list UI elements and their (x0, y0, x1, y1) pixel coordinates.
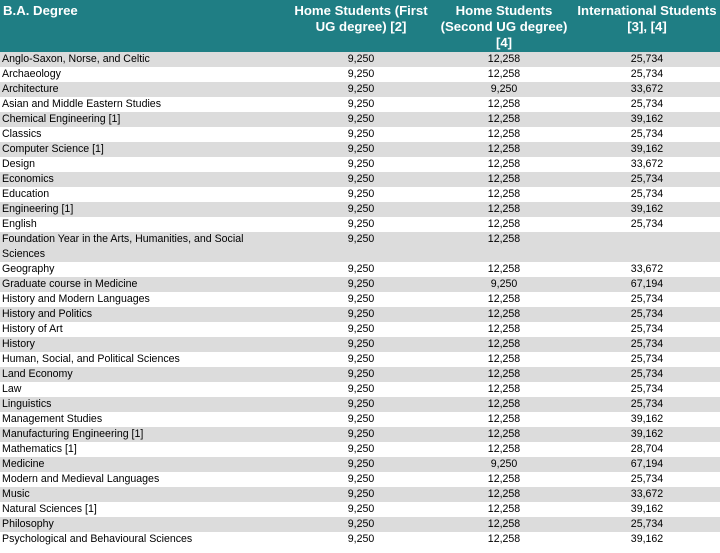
international-fee-cell: 39,162 (574, 112, 720, 127)
table-row (0, 232, 720, 262)
international-fee-cell: 25,734 (574, 172, 720, 187)
home-first-fee-cell: 9,250 (288, 52, 434, 67)
home-first-fee-cell: 9,250 (288, 307, 434, 322)
table-row (0, 472, 720, 487)
home-first-fee-cell: 9,250 (288, 427, 434, 442)
table-row (0, 172, 720, 187)
table-row (0, 292, 720, 307)
degree-name-cell: Computer Science [1] (0, 142, 288, 157)
home-first-fee-cell: 9,250 (288, 382, 434, 397)
home-first-fee-cell: 9,250 (288, 352, 434, 367)
degree-name-cell: Medicine (0, 457, 288, 472)
home-second-fee-cell: 12,258 (434, 187, 574, 202)
home-first-fee-cell: 9,250 (288, 142, 434, 157)
degree-name-cell: Land Economy (0, 367, 288, 382)
home-first-fee-cell: 9,250 (288, 472, 434, 487)
home-second-fee-cell: 12,258 (434, 337, 574, 352)
degree-name-cell: Graduate course in Medicine (0, 277, 288, 292)
international-fee-cell (574, 232, 720, 262)
home-second-fee-cell: 12,258 (434, 262, 574, 277)
international-fee-cell: 25,734 (574, 97, 720, 112)
international-fee-cell: 25,734 (574, 67, 720, 82)
home-second-fee-cell: 12,258 (434, 157, 574, 172)
degree-name-cell: Archaeology (0, 67, 288, 82)
degree-name-cell: Modern and Medieval Languages (0, 472, 288, 487)
home-first-fee-cell: 9,250 (288, 217, 434, 232)
table-row (0, 262, 720, 277)
home-second-fee-cell: 12,258 (434, 442, 574, 457)
home-first-fee-cell: 9,250 (288, 127, 434, 142)
international-fee-cell: 25,734 (574, 352, 720, 367)
degree-name-cell: Education (0, 187, 288, 202)
table-row (0, 322, 720, 337)
table-row (0, 157, 720, 172)
international-fee-cell: 33,672 (574, 82, 720, 97)
home-first-fee-cell: 9,250 (288, 187, 434, 202)
degree-name-cell: Classics (0, 127, 288, 142)
table-row (0, 352, 720, 367)
international-fee-cell: 25,734 (574, 472, 720, 487)
degree-name-cell: History and Modern Languages (0, 292, 288, 307)
degree-name-cell: Architecture (0, 82, 288, 97)
international-fee-cell: 28,704 (574, 442, 720, 457)
home-second-fee-cell: 12,258 (434, 97, 574, 112)
international-fee-cell: 25,734 (574, 337, 720, 352)
international-fee-cell: 39,162 (574, 142, 720, 157)
degree-name-cell: Anglo-Saxon, Norse, and Celtic (0, 52, 288, 67)
header-home-second: Home Students (Second UG degree) [4] (434, 0, 574, 52)
home-first-fee-cell: 9,250 (288, 457, 434, 472)
table-row (0, 52, 720, 67)
table-row (0, 202, 720, 217)
international-fee-cell: 25,734 (574, 217, 720, 232)
table-body (0, 52, 720, 547)
table-row (0, 412, 720, 427)
home-first-fee-cell: 9,250 (288, 172, 434, 187)
table-row (0, 277, 720, 292)
home-second-fee-cell: 12,258 (434, 322, 574, 337)
degree-name-cell: Design (0, 157, 288, 172)
degree-name-cell: Geography (0, 262, 288, 277)
international-fee-cell: 39,162 (574, 427, 720, 442)
degree-name-cell: Law (0, 382, 288, 397)
degree-name-cell: Human, Social, and Political Sciences (0, 352, 288, 367)
international-fee-cell: 39,162 (574, 412, 720, 427)
home-second-fee-cell: 12,258 (434, 52, 574, 67)
degree-name-cell: History and Politics (0, 307, 288, 322)
home-second-fee-cell: 12,258 (434, 427, 574, 442)
home-second-fee-cell: 12,258 (434, 67, 574, 82)
international-fee-cell: 33,672 (574, 157, 720, 172)
degree-name-cell: Economics (0, 172, 288, 187)
header-row (0, 0, 720, 52)
home-second-fee-cell: 12,258 (434, 292, 574, 307)
table-row (0, 532, 720, 547)
home-second-fee-cell: 9,250 (434, 277, 574, 292)
international-fee-cell: 25,734 (574, 382, 720, 397)
home-second-fee-cell: 12,258 (434, 232, 574, 262)
home-second-fee-cell: 12,258 (434, 412, 574, 427)
table-row (0, 142, 720, 157)
international-fee-cell: 33,672 (574, 262, 720, 277)
home-first-fee-cell: 9,250 (288, 397, 434, 412)
home-first-fee-cell: 9,250 (288, 502, 434, 517)
degree-name-cell: History (0, 337, 288, 352)
home-first-fee-cell: 9,250 (288, 517, 434, 532)
international-fee-cell: 33,672 (574, 487, 720, 502)
international-fee-cell: 39,162 (574, 502, 720, 517)
degree-name-cell: Foundation Year in the Arts, Humanities, and Social Sciences (0, 232, 288, 262)
home-first-fee-cell: 9,250 (288, 487, 434, 502)
degree-name-cell: Asian and Middle Eastern Studies (0, 97, 288, 112)
table-row (0, 382, 720, 397)
table-row (0, 67, 720, 82)
degree-name-cell: Mathematics [1] (0, 442, 288, 457)
home-second-fee-cell: 12,258 (434, 202, 574, 217)
home-first-fee-cell: 9,250 (288, 367, 434, 382)
international-fee-cell: 25,734 (574, 187, 720, 202)
home-first-fee-cell: 9,250 (288, 412, 434, 427)
header-international: International Students [3], [4] (574, 0, 720, 52)
home-second-fee-cell: 12,258 (434, 487, 574, 502)
home-second-fee-cell: 12,258 (434, 307, 574, 322)
home-first-fee-cell: 9,250 (288, 82, 434, 97)
international-fee-cell: 25,734 (574, 52, 720, 67)
home-first-fee-cell: 9,250 (288, 67, 434, 82)
table-row (0, 307, 720, 322)
table-row (0, 82, 720, 97)
table-header (0, 0, 720, 52)
home-second-fee-cell: 12,258 (434, 502, 574, 517)
home-second-fee-cell: 12,258 (434, 127, 574, 142)
international-fee-cell: 67,194 (574, 457, 720, 472)
international-fee-cell: 25,734 (574, 127, 720, 142)
table-row (0, 217, 720, 232)
degree-name-cell: Management Studies (0, 412, 288, 427)
table-row (0, 367, 720, 382)
home-second-fee-cell: 12,258 (434, 217, 574, 232)
home-first-fee-cell: 9,250 (288, 262, 434, 277)
table-row (0, 457, 720, 472)
international-fee-cell: 25,734 (574, 367, 720, 382)
degree-name-cell: Chemical Engineering [1] (0, 112, 288, 127)
home-second-fee-cell: 12,258 (434, 397, 574, 412)
home-second-fee-cell: 12,258 (434, 172, 574, 187)
table-row (0, 187, 720, 202)
home-second-fee-cell: 12,258 (434, 517, 574, 532)
international-fee-cell: 25,734 (574, 397, 720, 412)
home-second-fee-cell: 9,250 (434, 457, 574, 472)
home-first-fee-cell: 9,250 (288, 292, 434, 307)
table-row (0, 517, 720, 532)
home-first-fee-cell: 9,250 (288, 202, 434, 217)
home-second-fee-cell: 12,258 (434, 532, 574, 547)
table-row (0, 97, 720, 112)
table-row (0, 397, 720, 412)
table-row (0, 127, 720, 142)
home-second-fee-cell: 12,258 (434, 367, 574, 382)
home-first-fee-cell: 9,250 (288, 97, 434, 112)
home-second-fee-cell: 9,250 (434, 82, 574, 97)
home-first-fee-cell: 9,250 (288, 277, 434, 292)
degree-name-cell: Philosophy (0, 517, 288, 532)
table-row (0, 337, 720, 352)
international-fee-cell: 67,194 (574, 277, 720, 292)
home-first-fee-cell: 9,250 (288, 232, 434, 262)
degree-name-cell: Psychological and Behavioural Sciences (0, 532, 288, 547)
degree-name-cell: Linguistics (0, 397, 288, 412)
degree-name-cell: English (0, 217, 288, 232)
home-second-fee-cell: 12,258 (434, 112, 574, 127)
international-fee-cell: 39,162 (574, 202, 720, 217)
home-first-fee-cell: 9,250 (288, 337, 434, 352)
home-second-fee-cell: 12,258 (434, 382, 574, 397)
home-second-fee-cell: 12,258 (434, 352, 574, 367)
home-first-fee-cell: 9,250 (288, 322, 434, 337)
home-second-fee-cell: 12,258 (434, 142, 574, 157)
degree-name-cell: History of Art (0, 322, 288, 337)
international-fee-cell: 25,734 (574, 292, 720, 307)
table-row (0, 442, 720, 457)
degree-name-cell: Music (0, 487, 288, 502)
header-degree: B.A. Degree (0, 0, 288, 52)
home-first-fee-cell: 9,250 (288, 532, 434, 547)
table-row (0, 502, 720, 517)
home-second-fee-cell: 12,258 (434, 472, 574, 487)
home-first-fee-cell: 9,250 (288, 112, 434, 127)
international-fee-cell: 25,734 (574, 307, 720, 322)
international-fee-cell: 25,734 (574, 322, 720, 337)
table-row (0, 427, 720, 442)
header-home-first: Home Students (First UG degree) [2] (288, 0, 434, 52)
home-first-fee-cell: 9,250 (288, 157, 434, 172)
home-first-fee-cell: 9,250 (288, 442, 434, 457)
degree-name-cell: Manufacturing Engineering [1] (0, 427, 288, 442)
degree-name-cell: Natural Sciences [1] (0, 502, 288, 517)
international-fee-cell: 39,162 (574, 532, 720, 547)
table-row (0, 487, 720, 502)
table-row (0, 112, 720, 127)
international-fee-cell: 25,734 (574, 517, 720, 532)
degree-name-cell: Engineering [1] (0, 202, 288, 217)
